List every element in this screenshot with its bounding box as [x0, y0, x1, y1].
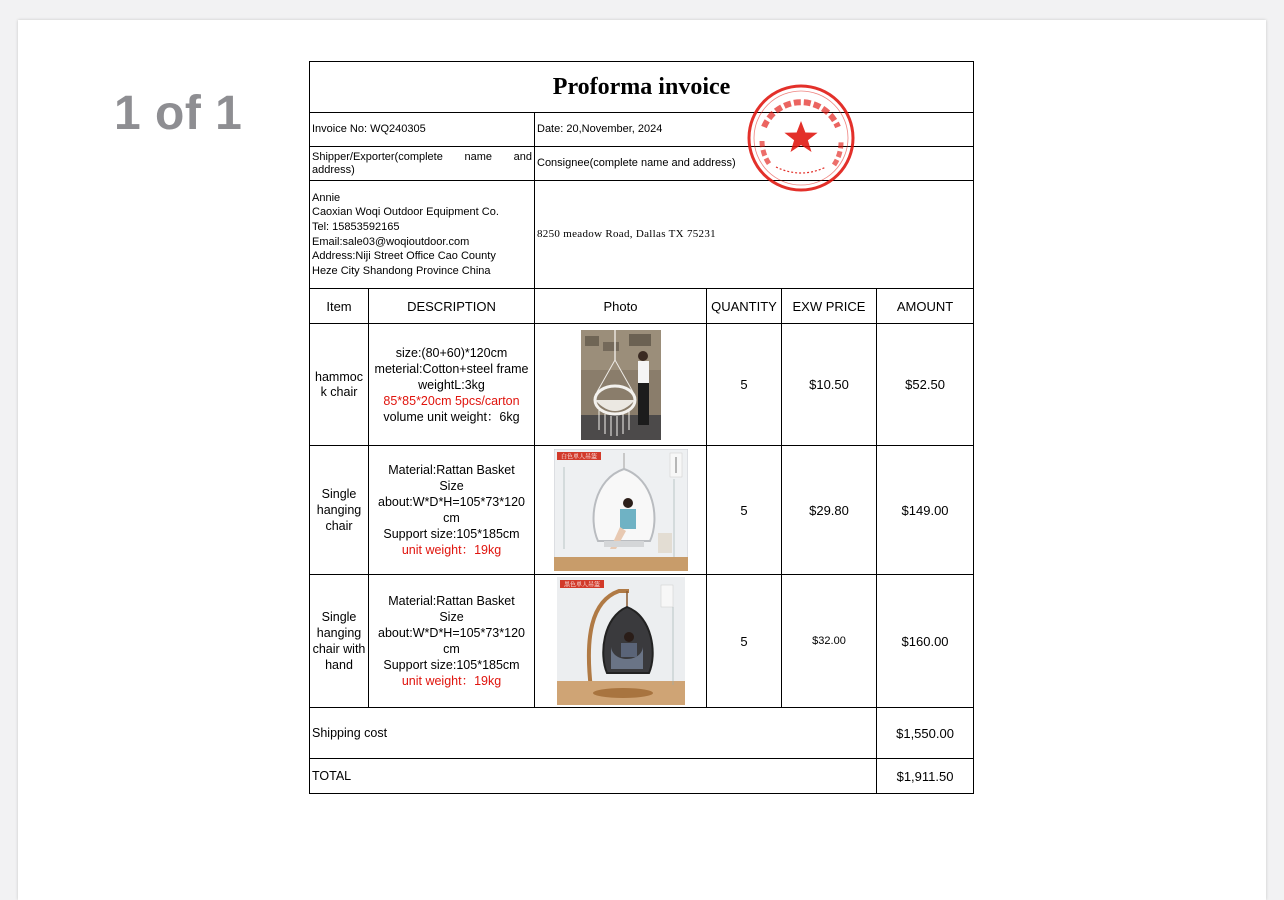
item-quantity: 5 — [707, 575, 782, 708]
invoice-title: Proforma invoice — [310, 62, 974, 113]
desc-weight: unit weight：19kg — [401, 674, 502, 688]
shipper-email: Email:sale03@woqioutdoor.com — [312, 235, 470, 248]
invoice-meta-row — [310, 113, 974, 147]
item-description — [369, 575, 535, 708]
item-amount: $149.00 — [877, 446, 974, 575]
col-description: DESCRIPTION — [369, 289, 535, 324]
item-price: $32.00 — [782, 575, 877, 708]
desc-line: Material:Rattan Basket — [388, 594, 515, 608]
desc-weight: unit weight：19kg — [401, 543, 502, 557]
col-amount: AMOUNT — [877, 289, 974, 324]
desc-line: Size — [439, 479, 464, 493]
desc-line: volume unit weight：6kg — [383, 409, 520, 424]
title-row — [310, 62, 974, 113]
col-quantity: QUANTITY — [707, 289, 782, 324]
desc-line: size:(80+60)*120cm — [395, 345, 508, 360]
single-hanging-chair-photo — [554, 449, 688, 571]
product-photo-hammock — [535, 324, 707, 446]
col-photo: Photo — [535, 289, 707, 324]
item-name: Single hanging chair — [310, 446, 369, 575]
desc-line: Material:Rattan Basket — [388, 463, 515, 477]
item-amount: $52.50 — [877, 324, 974, 446]
shipper-name: Annie — [312, 191, 341, 204]
desc-line: about:W*D*H=105*73*120 — [378, 495, 525, 509]
desc-line: Support size:105*185cm — [383, 658, 520, 672]
desc-line: cm — [443, 642, 460, 656]
item-price: $29.80 — [782, 446, 877, 575]
desc-line: weightL:3kg — [418, 377, 485, 392]
desc-line: Size — [439, 610, 464, 624]
item-price: $10.50 — [782, 324, 877, 446]
item-name: hammoc k chair — [310, 324, 369, 446]
desc-line: Support size:105*185cm — [383, 527, 520, 541]
shipper-address-1: Address:Niji Street Office Cao County — [312, 250, 496, 263]
page-indicator: 1 of 1 — [114, 87, 243, 140]
desc-line: about:W*D*H=105*73*120 — [378, 626, 525, 640]
item-description — [369, 324, 535, 446]
col-exw-price: EXW PRICE — [782, 289, 877, 324]
consignee-address: 8250 meadow Road, Dallas TX 75231 — [535, 181, 974, 289]
table-row — [310, 324, 974, 446]
desc-line: cm — [443, 511, 460, 525]
shipper-tel: Tel: 15853592165 — [312, 220, 400, 233]
party-detail-row — [310, 181, 974, 289]
company-seal-icon — [746, 83, 856, 193]
party-label-row — [310, 147, 974, 181]
hanging-chair-with-stand-photo — [557, 577, 685, 705]
item-quantity: 5 — [707, 324, 782, 446]
item-name: Single hanging chair with hand — [310, 575, 369, 708]
shipping-amount: $1,550.00 — [877, 708, 974, 759]
table-row — [310, 575, 974, 708]
photo-tag-label: 黑色单人吊篮 — [563, 581, 600, 589]
item-amount: $160.00 — [877, 575, 974, 708]
shipper-address-2: Heze City Shandong Province China — [312, 264, 491, 277]
item-quantity: 5 — [707, 446, 782, 575]
consignee-label: Consignee(complete name and address) — [535, 147, 974, 181]
shipping-label: Shipping cost — [310, 708, 877, 759]
invoice-table — [309, 61, 974, 794]
hammock-chair-photo — [581, 330, 661, 440]
shipping-row — [310, 708, 974, 759]
product-photo-chair-with-stand — [535, 575, 707, 708]
total-label: TOTAL — [310, 759, 877, 794]
product-photo-single-chair — [535, 446, 707, 575]
desc-packing: 85*85*20cm 5pcs/carton — [383, 393, 520, 408]
invoice-date: Date: 20,November, 2024 — [535, 113, 974, 147]
total-amount: $1,911.50 — [877, 759, 974, 794]
column-header-row — [310, 289, 974, 324]
shipper-details — [310, 181, 535, 289]
col-item: Item — [310, 289, 369, 324]
item-description — [369, 446, 535, 575]
desc-line: meterial:Cotton+steel frame — [374, 361, 529, 376]
photo-tag-label: 白色单人吊篮 — [560, 453, 597, 461]
total-row — [310, 759, 974, 794]
table-row — [310, 446, 974, 575]
invoice-number: Invoice No: WQ240305 — [310, 113, 535, 147]
shipper-company: Caoxian Woqi Outdoor Equipment Co. — [312, 206, 499, 219]
shipper-label: Shipper/Exporter(complete name and address) — [310, 147, 535, 181]
